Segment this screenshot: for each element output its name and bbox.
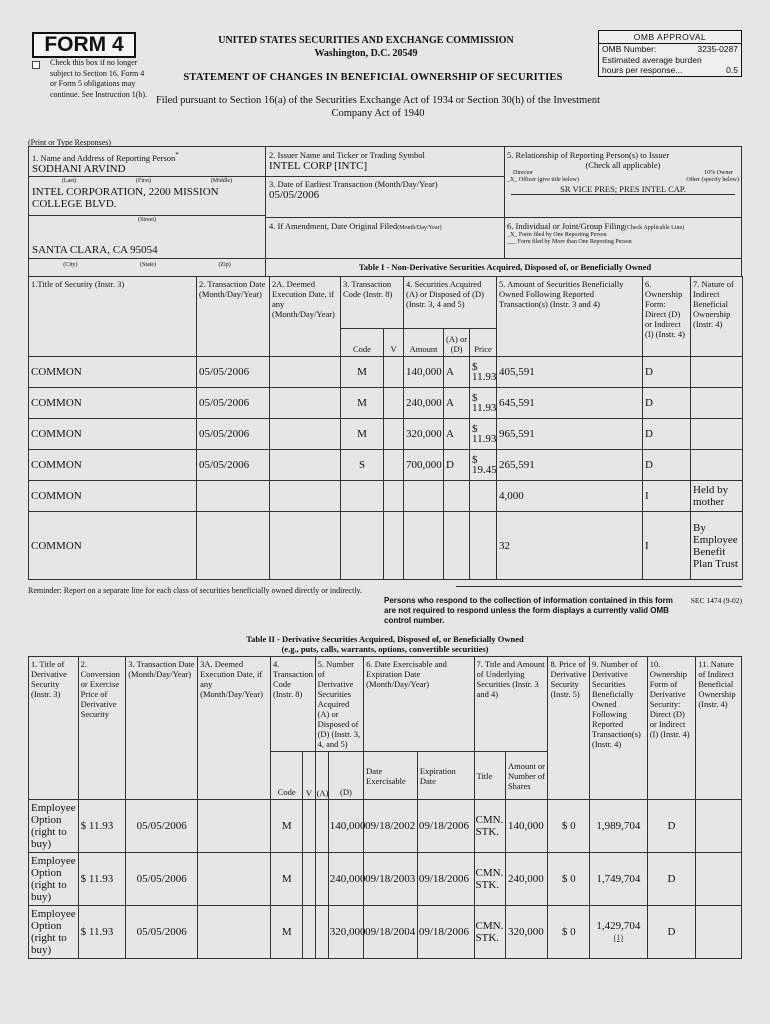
t2-d: 320,000 xyxy=(328,906,363,959)
t1-v xyxy=(384,419,404,450)
table2-derivative xyxy=(28,656,742,959)
print-or-type: (Print or Type Responses) xyxy=(28,138,112,147)
t2-nature xyxy=(696,853,742,906)
t2-h-underlying: 7. Title and Amount of Underlying Securities (Instr. 3 and 4) xyxy=(474,657,548,752)
t1-price: 19.45 xyxy=(472,464,497,476)
t2-form: D xyxy=(647,906,696,959)
t2-expiration: 09/18/2006 xyxy=(417,906,474,959)
t1-v xyxy=(384,512,404,580)
table2-title-block xyxy=(28,634,742,654)
t1-amount xyxy=(404,481,444,512)
t1-price-sym: $ xyxy=(472,361,478,373)
footnote-link[interactable]: (1) xyxy=(613,933,623,942)
t1-price-cell xyxy=(470,450,497,481)
t1-title: COMMON xyxy=(29,419,197,450)
t1-code: M xyxy=(341,357,384,388)
t1-date: 05/05/2006 xyxy=(197,450,270,481)
amendment-cell xyxy=(269,221,501,232)
t2-sub-exercisable: Date Exercisable xyxy=(364,752,418,800)
filing-cell xyxy=(507,221,739,246)
t2-owned: 1,749,704 xyxy=(589,853,647,906)
t1-amount xyxy=(404,512,444,580)
t2-sub-title: Title xyxy=(474,752,505,800)
issuer-label: 2. Issuer Name and Ticker or Trading Symbol xyxy=(269,150,425,160)
t1-form: D xyxy=(643,450,691,481)
form-header xyxy=(28,28,742,146)
t2-d-price: $ 0 xyxy=(548,906,590,959)
t2-price: $ 11.93 xyxy=(78,800,126,853)
reporting-person-name: SODHANI ARVIND xyxy=(32,162,126,175)
t2-h-deemed: 3A. Deemed Execution Date, if any (Month/Day/Year) xyxy=(198,657,271,800)
t1-h-code: 3. Transaction Code (Instr. 8) xyxy=(341,277,404,329)
reporting-person-cell xyxy=(32,150,262,175)
t2-d: 140,000 xyxy=(328,800,363,853)
t1-nature xyxy=(691,450,743,481)
omb-number-label: OMB Number: xyxy=(602,44,657,54)
t1-ad: A xyxy=(444,419,470,450)
city-state-zip: SANTA CLARA, CA 95054 xyxy=(32,244,158,256)
director-label: Director xyxy=(513,170,533,176)
reminder-text: Reminder: Report on a separate line for each class of securities beneficially owned directly or indirectly. xyxy=(28,586,363,595)
t2-sub-a: (A) xyxy=(315,752,328,800)
t1-ad: A xyxy=(444,388,470,419)
t1-h-securities: 4. Securities Acquired (A) or Disposed of (D) (Instr. 3, 4 and 5) xyxy=(404,277,497,329)
t2-title: Employee Option (right to buy) xyxy=(29,906,79,959)
t2-h-date: 3. Transaction Date (Month/Day/Year) xyxy=(126,657,198,800)
t2-a xyxy=(315,906,328,959)
filing-sub: (Check Applicable Line) xyxy=(624,225,685,231)
t2-sub-amount: Amount or Number of Shares xyxy=(505,752,548,800)
t2-u-title: CMN. STK. xyxy=(474,906,505,959)
filed-pursuant: Filed pursuant to Section 16(a) of the Securities Exchange Act of 1934 or Section 30(h) of the Investment Company Act of 1940 xyxy=(155,95,601,119)
t1-sub-v: V xyxy=(384,329,404,357)
reminder-block xyxy=(28,580,742,634)
t1-price-sym: $ xyxy=(472,392,478,404)
statement-title: STATEMENT OF CHANGES IN BENEFICIAL OWNERSHIP OF SECURITIES xyxy=(183,72,563,83)
t1-ad xyxy=(444,481,470,512)
t2-exercisable: 09/18/2003 xyxy=(364,853,418,906)
t1-v xyxy=(384,450,404,481)
table2-subtitle: (e.g., puts, calls, warrants, options, convertible securities) xyxy=(281,644,489,654)
form4-page xyxy=(28,28,742,959)
t2-v xyxy=(303,800,315,853)
checkbox-label: Check this box if no longer subject to Section 16. Form 4 or Form 5 obligations may continue. See Instruction 1(b). xyxy=(50,58,148,99)
t1-price-cell xyxy=(470,388,497,419)
issuer-name: INTEL CORP [INTC] xyxy=(269,160,368,172)
t2-d-price: $ 0 xyxy=(548,853,590,906)
t1-title: COMMON xyxy=(29,512,197,580)
t2-deemed xyxy=(198,906,271,959)
t2-form: D xyxy=(647,853,696,906)
table1-nonderivative xyxy=(28,276,743,580)
t2-h-code: 4. Transaction Code (Instr. 8) xyxy=(271,657,316,752)
t2-sub-d: (D) xyxy=(328,752,363,800)
name-footnote: * xyxy=(175,151,179,159)
officer-title: SR VICE PRES; PRES INTEL CAP. xyxy=(511,184,735,195)
t2-h-form: 10. Ownership Form of Derivative Security: Direct (D) or Indirect (I) (Instr. 4) xyxy=(647,657,696,800)
t2-code: M xyxy=(271,800,303,853)
t1-h-date: 2. Transaction Date (Month/Day/Year) xyxy=(197,277,270,357)
t1-amount: 700,000 xyxy=(404,450,444,481)
t2-deemed xyxy=(198,800,271,853)
t1-date: 05/05/2006 xyxy=(197,357,270,388)
t1-h-title: 1.Title of Security (Instr. 3) xyxy=(29,277,197,357)
t1-h-owned: 5. Amount of Securities Beneficially Owned Following Reported Transaction(s) (Instr. 3 and 4) xyxy=(497,277,643,357)
t2-price: $ 11.93 xyxy=(78,853,126,906)
table-row xyxy=(29,512,743,580)
t2-sub-v: V xyxy=(303,752,315,800)
table2-header-row xyxy=(29,657,742,752)
street-label: (Street) xyxy=(138,217,156,223)
t1-form: D xyxy=(643,388,691,419)
t2-h-nature: 11. Nature of Indirect Beneficial Ownership (Instr. 4) xyxy=(696,657,742,800)
t1-owned: 645,591 xyxy=(497,388,643,419)
t2-h-conversion: 2. Conversion or Exercise Price of Derivative Security xyxy=(78,657,126,800)
t2-a xyxy=(315,800,328,853)
t2-u-amount: 140,000 xyxy=(505,800,548,853)
other-label: Other (specify below) xyxy=(686,177,739,183)
t1-nature: By Employee Benefit Plan Trust xyxy=(691,512,743,580)
t1-date xyxy=(197,481,270,512)
t2-exercisable: 09/18/2002 xyxy=(364,800,418,853)
t2-owned: 1,429,704 xyxy=(596,920,641,932)
agency-name: UNITED STATES SECURITIES AND EXCHANGE COMMISSION xyxy=(218,35,514,46)
t2-exercisable: 09/18/2004 xyxy=(364,906,418,959)
relationship-cell xyxy=(507,150,739,195)
t2-d-price: $ 0 xyxy=(548,800,590,853)
t2-u-amount: 240,000 xyxy=(505,853,548,906)
t1-deemed xyxy=(270,512,341,580)
t1-sub-code: Code xyxy=(341,329,384,357)
t1-code: M xyxy=(341,388,384,419)
t1-deemed xyxy=(270,450,341,481)
t1-title: COMMON xyxy=(29,450,197,481)
t2-code: M xyxy=(271,853,303,906)
t2-u-title: CMN. STK. xyxy=(474,800,505,853)
officer-label: _X_ Officer (give title below) xyxy=(507,177,579,183)
t1-amount: 140,000 xyxy=(404,357,444,388)
t1-price-sym: $ xyxy=(472,454,478,466)
reporting-info-grid xyxy=(28,146,742,276)
omb-hours-value: 0.5 xyxy=(726,65,738,75)
t1-owned: 32 xyxy=(497,512,643,580)
t1-deemed xyxy=(270,388,341,419)
t2-deemed xyxy=(198,853,271,906)
persons-notice: Persons who respond to the collection of information contained in this form are not required to respond unless the form displays a currently valid OMB control number. xyxy=(384,596,673,625)
t1-date xyxy=(197,512,270,580)
t1-title: COMMON xyxy=(29,357,197,388)
t2-d: 240,000 xyxy=(328,853,363,906)
omb-burden-label: Estimated average burden xyxy=(602,54,702,65)
t2-a xyxy=(315,853,328,906)
agency-heading xyxy=(196,34,536,60)
location-labels xyxy=(32,262,262,269)
middle-label: (Middle) xyxy=(210,178,233,184)
t1-form: I xyxy=(643,481,691,512)
t1-sub-price: Price xyxy=(470,329,497,357)
t2-date: 05/05/2006 xyxy=(126,800,198,853)
t1-ad: D xyxy=(444,450,470,481)
t1-price-cell xyxy=(470,419,497,450)
t1-title: COMMON xyxy=(29,388,197,419)
table-row xyxy=(29,800,742,853)
t1-nature xyxy=(691,388,743,419)
table-row xyxy=(29,853,742,906)
relationship-label: 5. Relationship of Reporting Person(s) to Issuer xyxy=(507,150,670,160)
table-row xyxy=(29,481,743,512)
t1-deemed xyxy=(270,419,341,450)
t1-v xyxy=(384,388,404,419)
name-label: 1. Name and Address of Reporting Person xyxy=(32,152,176,163)
t2-code: M xyxy=(271,906,303,959)
t1-date: 05/05/2006 xyxy=(197,388,270,419)
t1-owned: 405,591 xyxy=(497,357,643,388)
t2-h-owned: 9. Number of Derivative Securities Beneficially Owned Following Reported Transaction(s) (Instr. 4) xyxy=(589,657,647,800)
t1-code xyxy=(341,481,384,512)
last-label: (Last) xyxy=(61,178,77,184)
reporting-address: INTEL CORPORATION, 2200 MISSION COLLEGE BLVD. xyxy=(32,186,219,210)
t2-h-price: 8. Price of Derivative Security (Instr. 5) xyxy=(548,657,590,800)
name-part-labels xyxy=(32,178,262,185)
omb-number-value: 3235-0287 xyxy=(697,44,738,54)
t1-deemed xyxy=(270,481,341,512)
table-row xyxy=(29,906,742,959)
t2-date: 05/05/2006 xyxy=(126,853,198,906)
first-label: (First) xyxy=(136,178,151,184)
t1-owned: 265,591 xyxy=(497,450,643,481)
t2-title: Employee Option (right to buy) xyxy=(29,800,79,853)
earliest-date-label: 3. Date of Earliest Transaction (Month/Day/Year) xyxy=(269,179,438,189)
t1-sub-amount: Amount xyxy=(404,329,444,357)
table2-title: Table II - Derivative Securities Acquired, Disposed of, or Beneficially Owned xyxy=(246,634,524,644)
t2-h-title: 1. Title of Derivative Security (Instr. 3) xyxy=(29,657,79,800)
no-longer-subject-checkbox[interactable] xyxy=(32,61,40,69)
t2-sub-code: Code xyxy=(271,752,303,800)
t1-form: D xyxy=(643,357,691,388)
t2-date: 05/05/2006 xyxy=(126,906,198,959)
t2-u-amount: 320,000 xyxy=(505,906,548,959)
t1-form: I xyxy=(643,512,691,580)
t1-price-cell xyxy=(470,357,497,388)
omb-title: OMB APPROVAL xyxy=(599,31,741,44)
t1-v xyxy=(384,481,404,512)
t1-form: D xyxy=(643,419,691,450)
t1-ad: A xyxy=(444,357,470,388)
filing-label: 6. Individual or Joint/Group Filing xyxy=(507,221,625,231)
t2-nature xyxy=(696,800,742,853)
sec-code: SEC 1474 (9-02) xyxy=(690,596,742,605)
t2-owned: 1,989,704 xyxy=(589,800,647,853)
t1-ad xyxy=(444,512,470,580)
t2-title: Employee Option (right to buy) xyxy=(29,853,79,906)
t2-u-title: CMN. STK. xyxy=(474,853,505,906)
t2-expiration: 09/18/2006 xyxy=(417,853,474,906)
t1-price-cell xyxy=(470,512,497,580)
omb-hours-label: hours per response... xyxy=(602,65,683,75)
form-title: FORM 4 xyxy=(32,32,136,58)
amendment-sub: (Month/Day/Year) xyxy=(397,225,442,231)
t1-code: S xyxy=(341,450,384,481)
t1-price: 11.93 xyxy=(472,402,497,414)
amendment-label: 4. If Amendment, Date Original Filed xyxy=(269,221,398,231)
t2-sub-expiration: Expiration Date xyxy=(417,752,474,800)
t1-sub-aord: (A) or (D) xyxy=(444,329,470,357)
filing-one: _X_ Form filed by One Reporting Person xyxy=(507,232,607,238)
t2-form: D xyxy=(647,800,696,853)
t2-owned-cell xyxy=(589,906,647,959)
zip-label: (Zip) xyxy=(218,262,231,268)
owner-label: 10% Owner xyxy=(704,170,733,176)
t1-title: COMMON xyxy=(29,481,197,512)
omb-approval-box xyxy=(598,30,742,77)
t1-code xyxy=(341,512,384,580)
earliest-date-cell xyxy=(269,179,501,201)
t2-h-dates: 6. Date Exercisable and Expiration Date (Month/Day/Year) xyxy=(364,657,474,752)
t1-deemed xyxy=(270,357,341,388)
table-row xyxy=(29,419,743,450)
issuer-cell xyxy=(269,150,501,172)
table1-header-row xyxy=(29,277,743,329)
t1-price-cell xyxy=(470,481,497,512)
t2-h-number: 5. Number of Derivative Securities Acquired (A) or Disposed of (D) (Instr. 3, 4, and 5) xyxy=(315,657,364,752)
t2-nature xyxy=(696,906,742,959)
t1-owned: 4,000 xyxy=(497,481,643,512)
t1-date: 05/05/2006 xyxy=(197,419,270,450)
t2-v xyxy=(303,906,315,959)
table-row xyxy=(29,388,743,419)
filing-more: ___ Form filed by More than One Reporting Person xyxy=(507,239,632,245)
t2-expiration: 09/18/2006 xyxy=(417,800,474,853)
t1-nature: Held by mother xyxy=(691,481,743,512)
t1-h-nature: 7. Nature of Indirect Beneficial Ownership (Instr. 4) xyxy=(691,277,743,357)
t1-owned: 965,591 xyxy=(497,419,643,450)
city-label: (City) xyxy=(63,262,78,268)
agency-address: Washington, D.C. 20549 xyxy=(314,48,418,59)
state-label: (State) xyxy=(140,262,156,268)
t1-amount: 320,000 xyxy=(404,419,444,450)
t1-v xyxy=(384,357,404,388)
t2-v xyxy=(303,853,315,906)
table-row xyxy=(29,357,743,388)
t1-h-deemed: 2A. Deemed Execution Date, if any (Month/Day/Year) xyxy=(270,277,341,357)
relationship-sub: (Check all applicable) xyxy=(585,160,661,170)
t1-price: 11.93 xyxy=(472,433,497,445)
t1-nature xyxy=(691,419,743,450)
table-row xyxy=(29,450,743,481)
t1-h-form: 6. Ownership Form: Direct (D) or Indirect (I) (Instr. 4) xyxy=(643,277,691,357)
t1-amount: 240,000 xyxy=(404,388,444,419)
table1-title: Table I - Non-Derivative Securities Acquired, Disposed of, or Beneficially Owned xyxy=(358,262,652,272)
t1-price-sym: $ xyxy=(472,423,478,435)
t1-code: M xyxy=(341,419,384,450)
earliest-date: 05/05/2006 xyxy=(269,189,320,201)
t2-price: $ 11.93 xyxy=(78,906,126,959)
t1-nature xyxy=(691,357,743,388)
t1-price: 11.93 xyxy=(472,371,497,383)
